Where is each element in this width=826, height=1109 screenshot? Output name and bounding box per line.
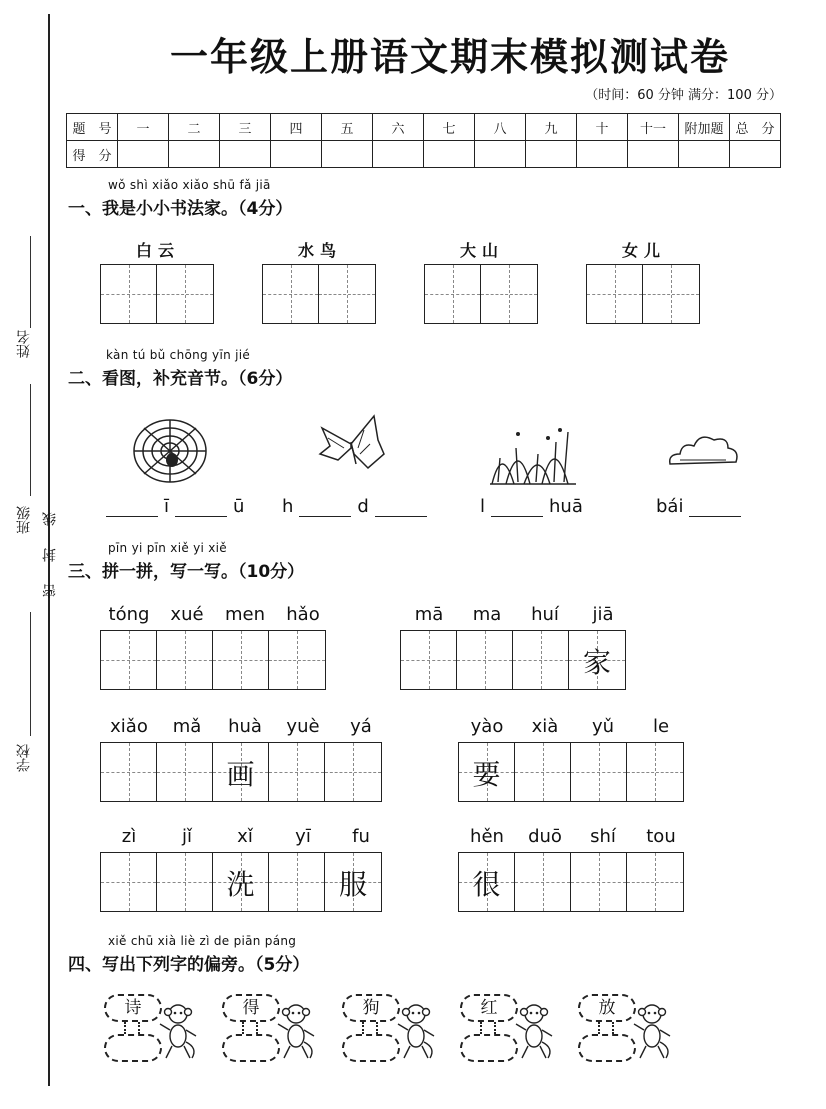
score-cell[interactable]	[628, 141, 679, 168]
score-cell[interactable]	[118, 141, 169, 168]
score-cell[interactable]	[526, 141, 577, 168]
score-cell[interactable]	[424, 141, 475, 168]
pinyin-syllable: huà	[228, 716, 262, 737]
score-header-row	[67, 114, 781, 141]
tian-grid-cell[interactable]	[481, 265, 537, 323]
tian-grid-cell[interactable]	[459, 853, 515, 911]
s2-blank-1: ī ū	[100, 496, 244, 517]
monkey-icon	[632, 1002, 672, 1062]
tian-grid-cell[interactable]	[401, 631, 457, 689]
tian-grid-cell[interactable]	[587, 265, 643, 323]
pinyin-syllable: mǎ	[172, 716, 202, 737]
seal-mi: 密	[42, 584, 58, 598]
class-field[interactable]	[30, 384, 31, 496]
pinyin-row-3	[100, 716, 390, 737]
pinyin-syllable: ma	[472, 604, 502, 625]
pinyin-row-2	[400, 604, 632, 625]
pinyin-row-4	[458, 716, 690, 737]
s2-blank-3: l huā	[480, 496, 583, 517]
score-header-cell: 总 分	[730, 114, 781, 141]
copy-word-grid	[262, 264, 376, 324]
school-label: 学校	[16, 744, 32, 772]
score-row-label: 得 分	[67, 141, 118, 168]
pinyin-syllable: yǔ	[591, 716, 615, 737]
score-header-cell: 三	[220, 114, 271, 141]
radical-item	[218, 994, 328, 1074]
given-char: 家	[582, 646, 611, 679]
s4-pinyin: xiě chū xià liè zì de piān páng	[108, 934, 297, 948]
seal-xian: 线	[42, 512, 58, 526]
tian-grid-cell[interactable]	[101, 265, 157, 323]
blank[interactable]	[375, 498, 427, 517]
tian-grid-cell[interactable]	[263, 265, 319, 323]
pinyin-syllable: zì	[121, 826, 137, 847]
monkey-icon	[276, 1002, 316, 1062]
connector	[242, 1022, 258, 1034]
radical-char: 红	[460, 994, 518, 1022]
tian-grid-cell[interactable]	[319, 265, 375, 323]
pinyin-syllable: yá	[350, 716, 372, 737]
score-header-cell: 一	[118, 114, 169, 141]
tian-grid-cell[interactable]	[157, 265, 213, 323]
write-grid-2	[400, 630, 626, 690]
radical-item	[100, 994, 210, 1074]
pinyin-syllable: xiǎo	[110, 716, 148, 737]
score-cell[interactable]	[679, 141, 730, 168]
score-cell[interactable]	[271, 141, 322, 168]
spider-web-image	[130, 416, 210, 486]
s1-title: 一、我是小小书法家。（4分）	[68, 199, 293, 219]
radical-item	[574, 994, 684, 1074]
tian-grid-cell[interactable]	[269, 853, 325, 911]
s3-pinyin: pīn yi pīn xiě yi xiě	[108, 541, 227, 555]
pinyin-syllable: mā	[414, 604, 444, 625]
connector	[124, 1022, 140, 1034]
score-cell[interactable]	[322, 141, 373, 168]
radical-item	[338, 994, 448, 1074]
monkey-icon	[158, 1002, 198, 1062]
pinyin-syllable: le	[652, 716, 670, 737]
pinyin-syllable: duō	[528, 826, 562, 847]
tian-grid-cell[interactable]	[213, 631, 269, 689]
s2-title: 二、看图，补充音节。（6分）	[68, 369, 293, 389]
connector	[598, 1022, 614, 1034]
given-char: 服	[338, 868, 367, 901]
tian-grid-cell[interactable]	[157, 853, 213, 911]
tian-grid-cell[interactable]	[515, 853, 571, 911]
s2-blank-2: h d	[282, 496, 433, 517]
score-header-cell: 六	[373, 114, 424, 141]
pinyin-syllable: xǐ	[237, 826, 253, 847]
tian-grid-cell[interactable]	[627, 743, 683, 801]
score-cell[interactable]	[373, 141, 424, 168]
s4-title: 四、写出下列字的偏旁。（5分）	[68, 955, 310, 975]
page-title: 一年级上册语文期末模拟测试卷	[169, 34, 730, 79]
pinyin-syllable: huí	[531, 604, 559, 625]
score-header-cell: 七	[424, 114, 475, 141]
connector	[480, 1022, 496, 1034]
grass-image	[488, 424, 578, 486]
s2-pinyin: kàn tú bǔ chōng yīn jié	[106, 348, 251, 362]
given-char: 要	[472, 758, 501, 791]
tian-grid-cell[interactable]	[269, 631, 325, 689]
score-header-cell: 附加题	[679, 114, 730, 141]
tian-grid-cell[interactable]	[325, 853, 381, 911]
pinyin-syllable: hǎo	[286, 604, 320, 625]
tian-grid-cell[interactable]	[571, 853, 627, 911]
score-header-cell: 四	[271, 114, 322, 141]
radical-char: 放	[578, 994, 636, 1022]
s3-title: 三、拼一拼，写一写。（10分）	[68, 562, 305, 582]
radical-char: 诗	[104, 994, 162, 1022]
radical-char: 得	[222, 994, 280, 1022]
connector	[362, 1022, 378, 1034]
blank[interactable]	[299, 498, 351, 517]
radical-char: 狗	[342, 994, 400, 1022]
blank[interactable]	[689, 498, 741, 517]
pinyin-syllable: tóng	[108, 604, 150, 625]
score-header-label: 题 号	[67, 114, 118, 141]
write-grid-4	[458, 742, 684, 802]
seal-feng: 封	[42, 548, 58, 562]
copy-word-label: 白云	[136, 241, 181, 260]
tian-grid-cell[interactable]	[213, 743, 269, 801]
tian-grid-cell[interactable]	[325, 743, 381, 801]
pinyin-syllable: men	[224, 604, 266, 625]
score-header-cell: 五	[322, 114, 373, 141]
pinyin-syllable: yī	[295, 826, 311, 847]
radical-answer-box[interactable]	[460, 1034, 518, 1062]
tian-grid-cell[interactable]	[269, 743, 325, 801]
blank[interactable]	[106, 498, 158, 517]
score-header-cell: 九	[526, 114, 577, 141]
copy-word-grid	[424, 264, 538, 324]
tian-grid-cell[interactable]	[569, 631, 625, 689]
tian-grid-cell[interactable]	[459, 743, 515, 801]
score-header-cell: 八	[475, 114, 526, 141]
score-cell[interactable]	[475, 141, 526, 168]
tian-grid-cell[interactable]	[643, 265, 699, 323]
pinyin-syllable: hěn	[470, 826, 504, 847]
time-info: （时间：60 分钟 满分：100 分）	[585, 88, 782, 103]
score-cell[interactable]	[220, 141, 271, 168]
butterfly-image	[316, 414, 386, 478]
pinyin-syllable: jiā	[592, 604, 614, 625]
pinyin-row-1	[100, 604, 332, 625]
blank[interactable]	[175, 498, 227, 517]
class-label: 班级	[16, 506, 32, 534]
pinyin-syllable: tou	[646, 826, 676, 847]
s2-blank-4: bái	[656, 496, 747, 517]
radical-answer-box[interactable]	[104, 1034, 162, 1062]
name-label: 姓名	[16, 330, 32, 358]
given-char: 画	[226, 758, 255, 791]
score-cell[interactable]	[577, 141, 628, 168]
pinyin-syllable: xué	[170, 604, 204, 625]
score-header-cell: 十	[577, 114, 628, 141]
score-cell[interactable]	[730, 141, 781, 168]
pinyin-syllable: shí	[590, 826, 616, 847]
tian-grid-cell[interactable]	[425, 265, 481, 323]
radical-answer-box[interactable]	[578, 1034, 636, 1062]
pinyin-row-5	[100, 826, 390, 847]
given-char: 很	[472, 868, 501, 901]
write-grid-3	[100, 742, 382, 802]
blank[interactable]	[491, 498, 543, 517]
tian-grid-cell[interactable]	[513, 631, 569, 689]
score-header-cell: 十一	[628, 114, 679, 141]
name-field[interactable]	[30, 236, 31, 328]
score-table	[66, 113, 781, 168]
write-grid-6	[458, 852, 684, 912]
tian-grid-cell[interactable]	[157, 743, 213, 801]
tian-grid-cell[interactable]	[627, 853, 683, 911]
score-row	[67, 141, 781, 168]
copy-word-label: 大山	[460, 241, 505, 260]
pinyin-syllable: yuè	[286, 716, 320, 737]
write-grid-1	[100, 630, 326, 690]
copy-word-label: 水鸟	[298, 241, 343, 260]
pinyin-syllable: fu	[352, 826, 370, 847]
radical-item	[456, 994, 566, 1074]
cloud-image	[666, 430, 742, 470]
pinyin-syllable: xià	[531, 716, 559, 737]
tian-grid-cell[interactable]	[157, 631, 213, 689]
s1-pinyin: wǒ shì xiǎo xiǎo shū fǎ jiā	[108, 178, 271, 192]
tian-grid-cell[interactable]	[101, 743, 157, 801]
tian-grid-cell[interactable]	[213, 853, 269, 911]
copy-word-label: 女儿	[622, 241, 667, 260]
radical-answer-box[interactable]	[222, 1034, 280, 1062]
pinyin-syllable: jǐ	[181, 826, 192, 847]
school-field[interactable]	[30, 612, 31, 736]
pinyin-syllable: yào	[470, 716, 504, 737]
monkey-icon	[396, 1002, 436, 1062]
score-cell[interactable]	[169, 141, 220, 168]
write-grid-5	[100, 852, 382, 912]
given-char: 洗	[226, 868, 255, 901]
tian-grid-cell[interactable]	[457, 631, 513, 689]
pinyin-row-6	[458, 826, 690, 847]
monkey-icon	[514, 1002, 554, 1062]
tian-grid-cell[interactable]	[101, 853, 157, 911]
copy-word-grid	[586, 264, 700, 324]
tian-grid-cell[interactable]	[515, 743, 571, 801]
score-header-cell: 二	[169, 114, 220, 141]
tian-grid-cell[interactable]	[101, 631, 157, 689]
copy-word-grid	[100, 264, 214, 324]
radical-answer-box[interactable]	[342, 1034, 400, 1062]
tian-grid-cell[interactable]	[571, 743, 627, 801]
